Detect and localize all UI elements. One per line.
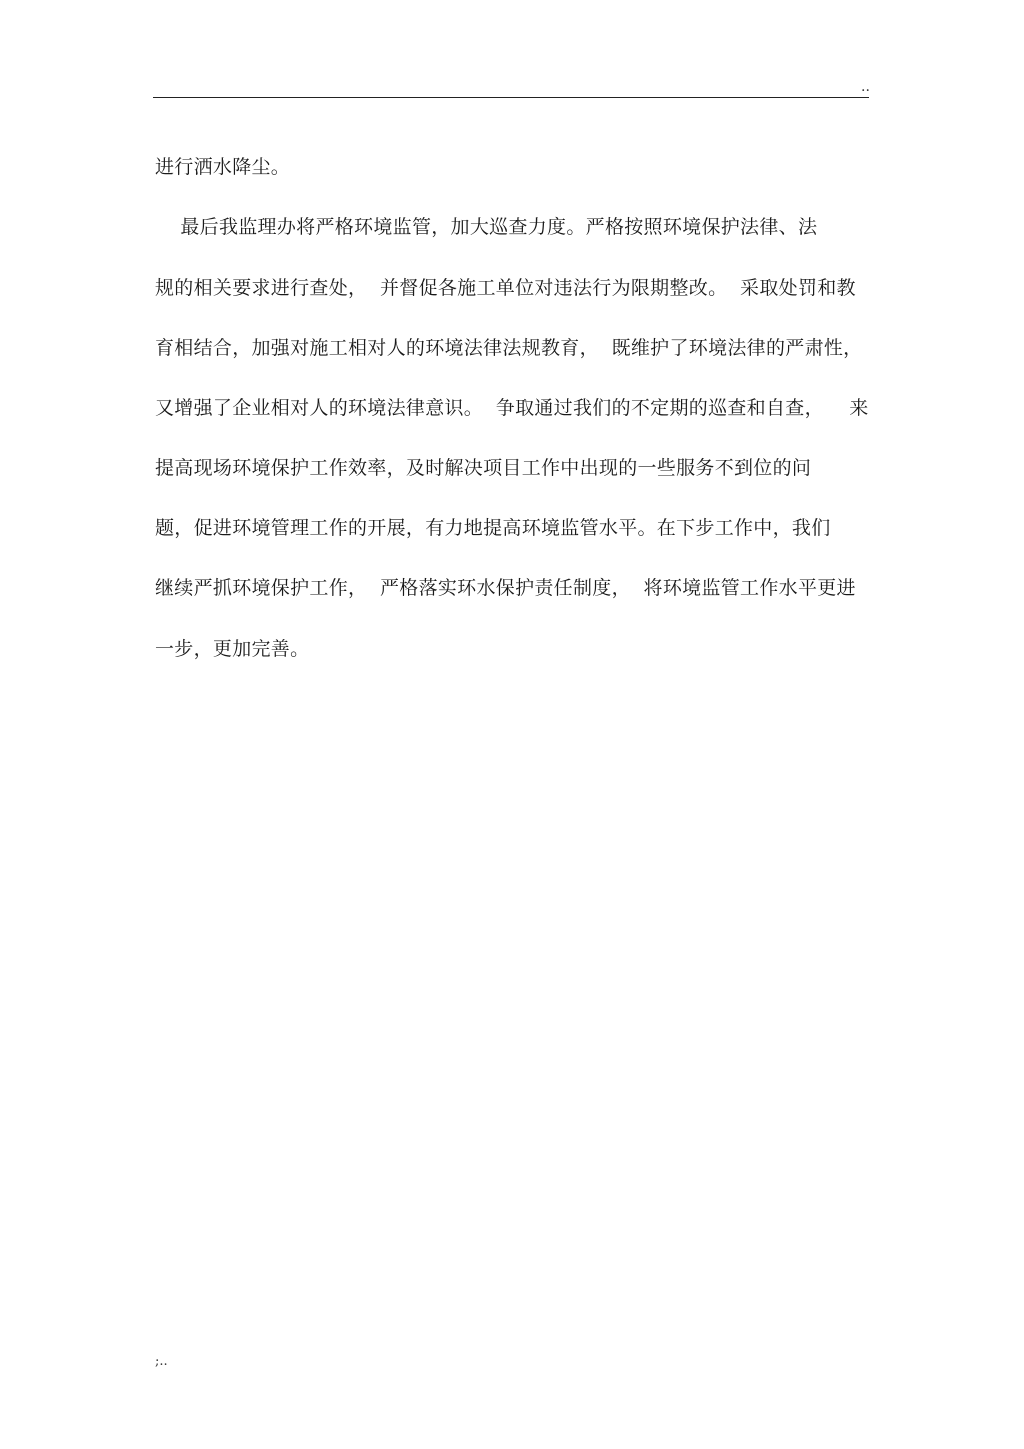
page-header-mark: .. (861, 79, 870, 95)
body-line: 育相结合，加强对施工相对人的环境法律法规教育， 既维护了环境法律的严肃性， (155, 337, 863, 359)
body-line: 一步，更加完善。 (155, 638, 310, 660)
body-line: 提高现场环境保护工作效率，及时解决项目工作中出现的一些服务不到位的问 (155, 457, 812, 479)
body-line: 又增强了企业相对人的环境法律意识。 争取通过我们的不定期的巡查和自查， 来 (155, 397, 869, 419)
page-footer-mark: ;.. (155, 1354, 168, 1369)
body-line: 最后我监理办将严格环境监管，加大巡查力度。严格按照环境保护法律、法 (155, 216, 818, 238)
body-line: 题，促进环境管理工作的开展，有力地提高环境监管水平。在下步工作中，我们 (155, 517, 831, 539)
body-line: 规的相关要求进行查处， 并督促各施工单位对违法行为限期整改。 采取处罚和教 (155, 277, 856, 299)
body-line: 进行洒水降尘。 (155, 156, 291, 178)
header-rule (153, 97, 869, 98)
body-line: 继续严抓环境保护工作， 严格落实环水保护责任制度， 将环境监管工作水平更进 (155, 577, 856, 599)
